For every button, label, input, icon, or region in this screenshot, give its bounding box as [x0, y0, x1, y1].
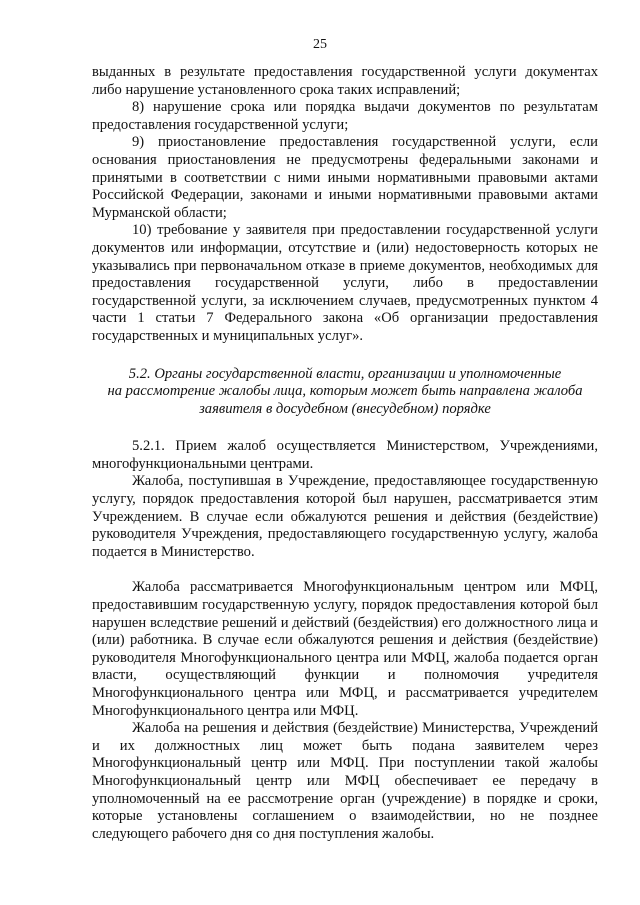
paragraph-item-10: 10) требование у заявителя при предоставлении государственной услуги документов или информации, отсутствие и (или) недостоверность которых не указывались при первоначальном отказе в приеме документов, необходимых для предоставления государственной услуги, либо в предоставлении государственной услуги, за исключением случаев, предусмотренных пунктом 4 части 1 статьи 7 Федерального закона «Об организации предоставления государственных и муниципальных услуг».: [92, 222, 598, 344]
paragraph-gap: [92, 561, 598, 579]
section-heading-line: заявителя в досудебном (внесудебном) порядке: [199, 400, 491, 417]
document-body: [92, 64, 598, 843]
paragraph-item-9: 9) приостановление предоставления государственной услуги, если основания приостановления не предусмотрены федеральными законами и принятыми в соответствии с ними иными нормативными правовыми актами Российской Федерации, законами и иными нормативными правовыми актами Мурманской области;: [92, 134, 598, 221]
section-heading: [92, 366, 598, 419]
paragraph-complaint-institution: Жалоба, поступившая в Учреждение, предоставляющее государственную услугу, порядок предоставления которой был нарушен, рассматривается этим Учреждением. В случае если обжалуются решения и действия (бездействие) руководителя Учреждения, предоставляющего государственную услугу, жалоба подается в Министерство.: [92, 473, 598, 560]
paragraph-complaint-via-mfc: Жалоба на решения и действия (бездействие) Министерства, Учреждений и их должностных лиц может быть подана заявителем через Многофункциональный центр или МФЦ. При поступлении такой жалобы Многофункциональный центр или МФЦ обеспечивает ее передачу в уполномоченный на ее рассмотрение орган (учреждение) в порядке и сроки, которые установлены соглашением о взаимодействии, но не позднее следующего рабочего дня со дня поступления жалобы.: [92, 720, 598, 842]
page-number: 25: [313, 37, 327, 52]
paragraph-continuation: выданных в результате предоставления государственной услуги документах либо нарушение установленного срока таких исправлений;: [92, 64, 598, 98]
section-heading-line: 5.2. Органы государственной власти, организации и уполномоченные: [128, 365, 562, 382]
section-heading-line: на рассмотрение жалобы лица, которым может быть направлена жалоба: [107, 383, 583, 400]
paragraph-item-8: 8) нарушение срока или порядка выдачи документов по результатам предоставления государственной услуги;: [92, 99, 598, 133]
paragraph-complaint-mfc: Жалоба рассматривается Многофункциональным центром или МФЦ, предоставившим государственную услугу, порядок предоставления которой был нарушен вследствие решений и действий (бездействия) его должностного лица и (или) работника. В случае если обжалуются решения и действия (бездействие) руководителя Многофункционального центра или МФЦ, жалоба подается орган власти, осуществляющий функции и полномочия учредителя Многофункционального центра или МФЦ, и рассматривается учредителем Многофункционального центра или МФЦ.: [92, 579, 598, 719]
paragraph-5-2-1: 5.2.1. Прием жалоб осуществляется Министерством, Учреждениями, многофункциональными центрами.: [92, 438, 598, 472]
